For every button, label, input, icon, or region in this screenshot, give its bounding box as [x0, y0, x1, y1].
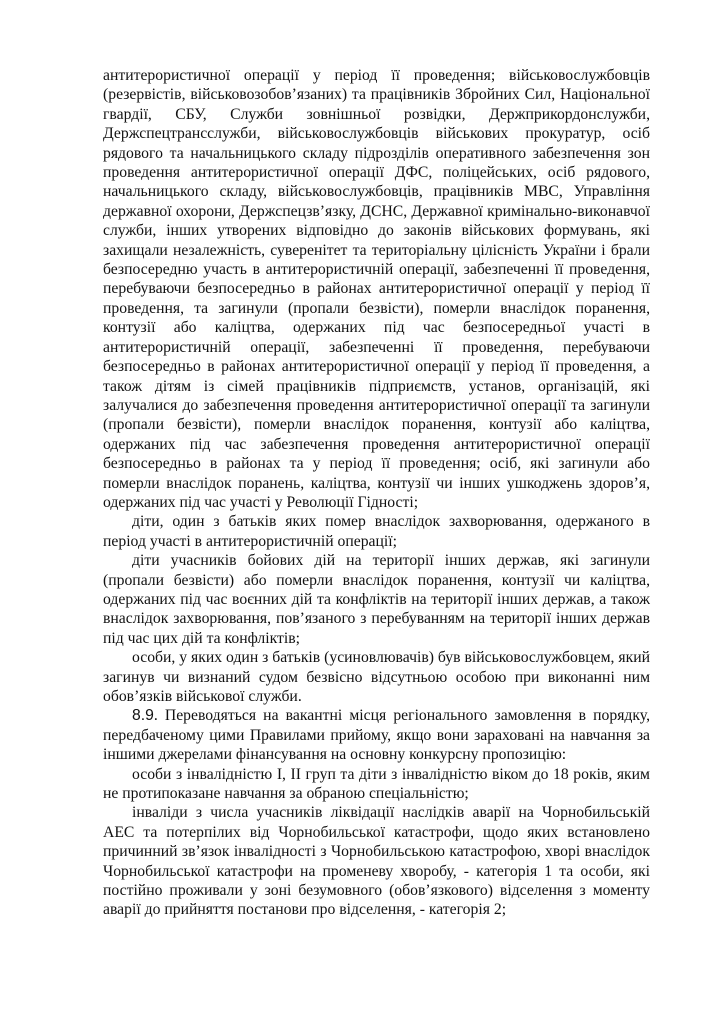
- paragraph-8-9: [103, 706, 650, 764]
- paragraph-text: особи з інвалідністю I, II груп та діти з інвалідністю віком до 18 років, яким не протипоказане навчання за обраною спеціальністю;: [103, 765, 650, 803]
- paragraph-text: антитерористичної операції у період її проведення; військовослужбовців (резервістів, військовозобов’язаних) та працівників Збройних Сил, Національної гвардії, СБУ, Служби зовнішньої розвідки, Держприкордонслужби, Держспецтрансслужби, військовослужбовців військових прокуратур, осіб рядового та начальницького складу підрозділів оперативного забезпечення зон проведення антитерористичної операції ДФС, поліцейських, осіб рядового, начальницького складу, військовослужбовців, працівників МВС, Управління державної охорони, Держспецзв’язку, ДСНС, Державної кримінально-виконавчої служби, інших утворених відповідно до законів військових формувань, які захищали незалежність, суверенітет та територіальну цілісність України і брали безпосередню участь в антитерористичній операції, забезпеченні її проведення, перебуваючи безпосередньо в районах антитерористичної операції у період її проведення, та загинули (пропали безвісти), померли внаслідок поранення, контузії або каліцтва, одержаних під час безпосередньої участі в антитерористичній операції, забезпеченні її проведення, перебуваючи безпосередньо в районах антитерористичної операції у період її проведення, а також дітям із сімей працівників підприємств, установ, організацій, які залучалися до забезпечення проведення антитерористичної операції та загинули (пропали безвісти), померли внаслідок поранення, контузії або каліцтва, одержаних під час забезпечення проведення антитерористичної операції безпосередньо в районах та у період її проведення; осіб, які загинули або померли внаслідок поранень, каліцтва, контузії чи інших ушкоджень здоров’я, одержаних під час участі у Революції Гідності;: [103, 67, 650, 511]
- paragraph-parent-died-illness: [103, 512, 650, 551]
- paragraph-parent-serviceman: [103, 648, 650, 706]
- paragraph-combatants-abroad: [103, 551, 650, 648]
- paragraph-text: особи, у яких один з батьків (усиновлювачів) був військовослужбовцем, який загинув чи визнаний судом безвісно відсутньою особою при виконанні ним обов’язків військової служби.: [103, 649, 650, 705]
- paragraph-ato-families: [103, 66, 650, 512]
- paragraph-number: 8.9: [132, 707, 154, 725]
- paragraph-disability-groups: [103, 765, 650, 804]
- paragraph-text: діти учасників бойових дій на території інших держав, які загинули (пропали безвісти) або померли внаслідок поранення, контузії чи каліцтва, одержаних під час воєнних дій та конфліктів на території інших держав, а також внаслідок захворювання, пов’язаного з перебуванням на території інших держав під час цих дій та конфліктів;: [103, 552, 650, 647]
- paragraph-text: діти, один з батьків яких помер внаслідок захворювання, одержаного в період участі в антитерористичній операції;: [103, 513, 650, 550]
- paragraph-text: . Переводяться на вакантні місця регіонального замовлення в порядку, передбаченому цими Правилами прийому, якщо вони зараховані на навчання за іншими джерелами фінансування на основну конкурсну пропозицію:: [103, 707, 650, 764]
- paragraph-text: інваліди з числа учасників ліквідації наслідків аварії на Чорнобильській АЕС та потерпілих від Чорнобильської катастрофи, щодо яких встановлено причинний зв’язок інвалідності з Чорнобильською катастрофою, хворі внаслідок Чорнобильської катастрофи на променеву хворобу, - категорія 1 та особи, які постійно проживали у зоні безумовного (обов’язкового) відселення з моменту аварії до прийняття постанови про відселення, - категорія 2;: [103, 804, 650, 919]
- paragraph-chornobyl: [103, 803, 650, 919]
